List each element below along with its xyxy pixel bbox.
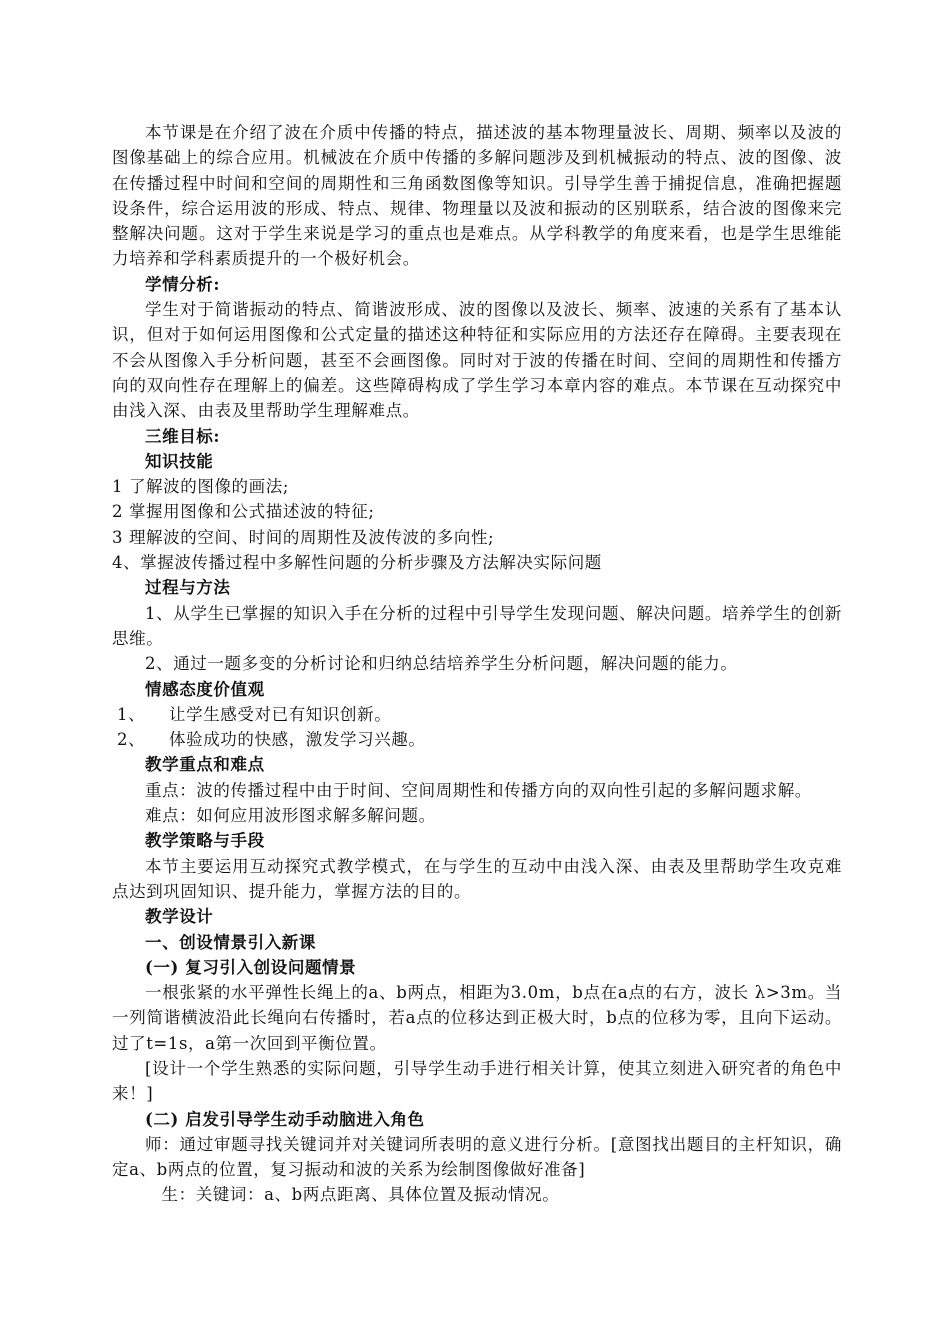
emotion-item-1 [112,702,842,727]
emotion-heading: 情感态度价值观 [145,679,265,699]
design-sub-2-heading: (二) 启发引导学生动手动脑进入角色 [145,1109,425,1129]
knowledge-item-3: 3 理解波的空间、时间的周期性及波传波的多向性; [112,527,495,547]
objectives-heading: 三维目标: [145,426,221,446]
process-heading: 过程与方法 [145,578,231,598]
document-page [112,120,842,1208]
emotion-item-2 [112,727,842,752]
knowledge-item-1: 1 了解波的图像的画法; [112,477,290,497]
emotion-item-1-number: 1、 [117,704,146,724]
design-sub-2-student: 生：关键词：a、b两点距离、具体位置及振动情况。 [161,1185,560,1205]
knowledge-item-4: 4、掌握波传播过程中多解性问题的分析步骤及方法解决实际问题 [112,553,602,573]
key-points-focus: 重点：波的传播过程中由于时间、空间周期性和传播方向的双向性引起的多解问题求解。 [145,780,812,800]
process-item-2: 2、通过一题多变的分析讨论和归纳总结培养学生分析问题，解决问题的能力。 [145,654,738,674]
strategy-heading: 教学策略与手段 [145,831,265,851]
process-item-1: 1、从学生已掌握的知识入手在分析的过程中引导学生发现问题、解决问题。培养学生的创新思维。 [112,603,842,648]
key-points-heading: 教学重点和难点 [145,755,265,775]
learner-analysis-paragraph: 学生对于简谐振动的特点、简谐波形成、波的图像以及波长、频率、波速的关系有了基本认识，但对于如何运用图像和公式定量的描述这种特征和实际应用的方法还存在障碍。主要表现在不会从图像入手分析问题，甚至不会画图像。同时对于波的传播在时间、空间的周期性和传播方向的双向性存在理解上的偏差。这些障碍构成了学生学习本章内容的难点。本节课在互动探究中由浅入深、由表及里帮助学生理解难点。 [112,300,842,421]
emotion-item-2-number: 2、 [117,730,146,750]
design-heading: 教学设计 [145,907,214,927]
design-sub-1-heading: (一) 复习引入创设问题情景 [145,957,357,977]
knowledge-item-2: 2 掌握用图像和公式描述波的特征; [112,502,375,522]
emotion-item-1-text: 让学生感受对已有知识创新。 [169,704,392,724]
design-section-1: 一、创设情景引入新课 [145,932,316,952]
design-sub-1-problem: 一根张紧的水平弹性长绳上的a、b两点，相距为3.0m，b点在a点的右方，波长 λ>3m。当一列简谐横波沿此长绳向右传播时，若a点的位移达到正极大时，b点的位移为零，且向下运动。过了t=1s，a第一次回到平衡位置。 [112,983,842,1053]
learner-analysis-heading: 学情分析: [145,274,221,294]
design-sub-1-note: [设计一个学生熟悉的实际问题，引导学生动手进行相关计算，使其立刻进入研究者的角色中来！] [112,1058,842,1104]
key-points-difficulty: 难点：如何应用波形图求解多解问题。 [145,806,436,826]
intro-paragraph: 本节课是在介绍了波在介质中传播的特点，描述波的基本物理量波长、周期、频率以及波的图像基础上的综合应用。机械波在介质中传播的多解问题涉及到机械振动的特点、波的图像、波在传播过程中时间和空间的周期性和三角函数图像等知识。引导学生善于捕捉信息，准确把握题设条件，综合运用波的形成、特点、规律、物理量以及波和振动的区别联系，结合波的图像来完整解决问题。这对于学生来说是学习的重点也是难点。从学科教学的角度来看，也是学生思维能力培养和学科素质提升的一个极好机会。 [112,123,842,269]
emotion-item-2-text: 体验成功的快感，激发学习兴趣。 [169,730,426,750]
strategy-paragraph: 本节主要运用互动探究式教学模式，在与学生的互动中由浅入深、由表及里帮助学生攻克难点达到巩固知识、提升能力，掌握方法的目的。 [112,856,842,901]
knowledge-heading: 知识技能 [145,451,214,471]
design-sub-2-teacher: 师：通过审题寻找关键词并对关键词所表明的意义进行分析。[意图找出题目的主杆知识，确定a、b两点的位置，复习振动和波的关系为绘制图像做好准备] [112,1134,842,1180]
